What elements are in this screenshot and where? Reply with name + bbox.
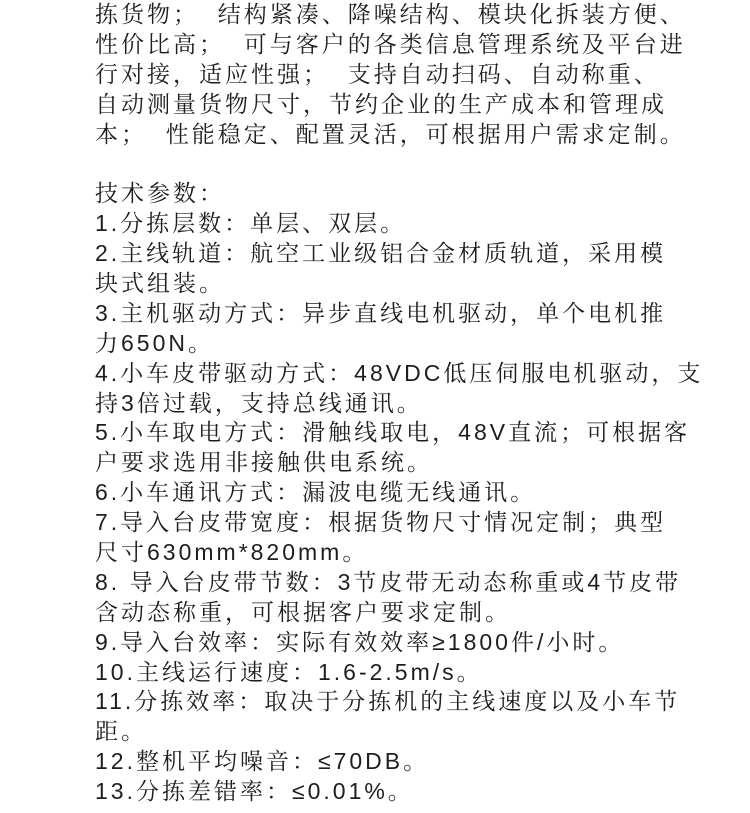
spec-item [95,658,745,688]
intro-line: 拣货物； 结构紧凑、降噪结构、模块化拆装方便、 [95,1,686,27]
intro-line: 性价比高； 可与客户的各类信息管理系统及平台进 [95,30,686,57]
spec-line: 4.小车皮带驱动方式：48VDC低压伺服电机驱动，支 [95,359,704,386]
spec-line: 持3倍过载，支持总线通讯。 [95,389,423,416]
intro-line: 行对接，适应性强； 支持自动扫码、自动称重、 [95,60,660,87]
spec-line: 尺寸630mm*820mm。 [95,539,369,566]
spec-item [95,418,745,478]
spec-line: 10.主线运行速度：1.6-2.5m/s。 [95,658,483,685]
spec-line: 户要求选用非接触供电系统。 [95,449,433,476]
spec-item [95,239,745,299]
spec-line: 5.小车取电方式：滑触线取电，48V直流；可根据客 [95,419,691,446]
spec-line: 12.整机平均噪音：≤70DB。 [95,748,430,775]
spec-line: 2.主线轨道：航空工业级铝合金材质轨道，采用模 [95,240,667,267]
spec-line: 3.主机驱动方式：异步直线电机驱动，单个电机推 [95,299,667,326]
spec-item [95,568,745,628]
paragraph-spacer [95,149,745,179]
spec-item [95,777,745,807]
intro-line: 自动测量货物尺寸，节约企业的生产成本和管理成 [95,90,667,117]
specs-list [95,209,745,807]
spec-line: 7.导入台皮带宽度：根据货物尺寸情况定制；典型 [95,509,667,536]
intro-paragraph [95,0,745,149]
spec-line: 13.分拣差错率：≤0.01%。 [95,778,414,805]
spec-line: 力650N。 [95,329,214,356]
spec-line: 6.小车通讯方式：漏波电缆无线通讯。 [95,479,537,506]
spec-item [95,359,745,419]
spec-line: 9.导入台效率：实际有效效率≥1800件/小时。 [95,628,625,655]
spec-item [95,687,745,747]
spec-item [95,508,745,568]
spec-line: 块式组装。 [95,270,225,297]
spec-item [95,628,745,658]
spec-item [95,747,745,777]
spec-item [95,209,745,239]
specs-heading: 技术参数： [95,180,225,207]
spec-line: 1.分拣层数：单层、双层。 [95,210,407,237]
intro-line: 本； 性能稳定、配置灵活，可根据用户需求定制。 [95,120,686,147]
spec-line: 11.分拣效率：取决于分拣机的主线速度以及小车节 [95,688,681,715]
spec-line: 含动态称重，可根据客户要求定制。 [95,598,511,625]
spec-line: 距。 [95,718,147,745]
spec-item [95,299,745,359]
spec-line: 8. 导入台皮带节数：3节皮带无动态称重或4节皮带 [95,568,682,595]
document-body [95,0,745,807]
spec-item [95,478,745,508]
